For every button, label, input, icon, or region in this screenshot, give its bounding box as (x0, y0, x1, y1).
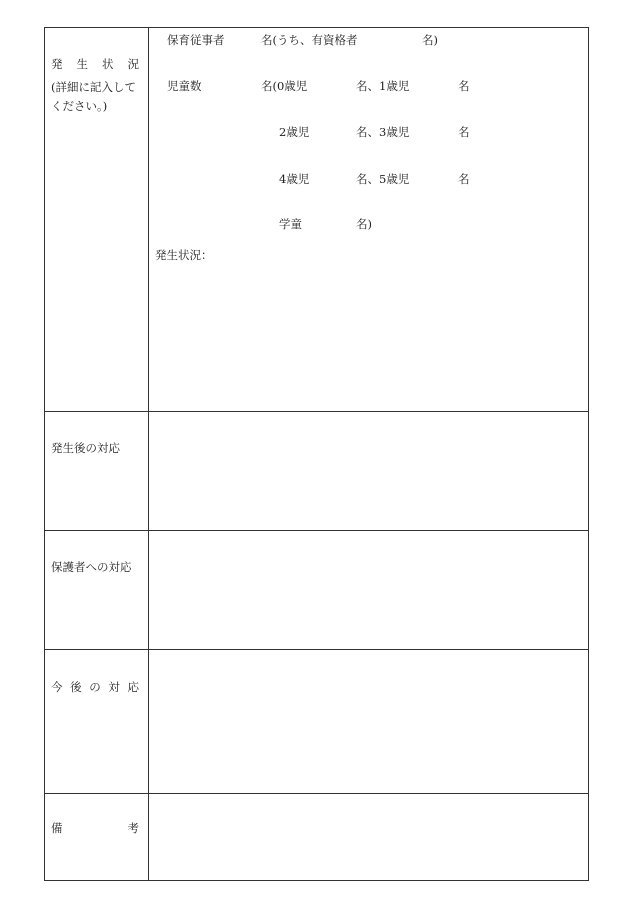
age3-unit: 名 (458, 125, 470, 139)
age5-unit: 名 (458, 172, 470, 186)
occurrence-note-line-1: (詳細に記入して (51, 80, 136, 94)
occurrence-label-char: 生 (76, 57, 88, 71)
staff-label: 保育従事者 (167, 33, 225, 47)
future-response-label-char: 応 (127, 680, 139, 694)
age4-field: 4歳児 (279, 172, 310, 186)
age3-field: 名、3歳児 (356, 125, 410, 139)
guardian-response-label: 保護者への対応 (51, 560, 132, 574)
incident-report-table (44, 27, 589, 881)
age2-field: 2歳児 (279, 125, 310, 139)
future-response-label (51, 682, 139, 694)
occurrence-label-char: 発 (51, 57, 63, 71)
future-response-label-char: 今 (51, 680, 63, 694)
remarks-label-char: 考 (127, 821, 139, 835)
occurrence-label (51, 59, 139, 71)
age0-field: 名(0歳児 (261, 79, 308, 93)
future-response-content-cell[interactable] (149, 650, 588, 793)
occurrence-label-cell (45, 28, 149, 411)
occurrence-row (45, 28, 588, 412)
guardian-response-row (45, 531, 588, 650)
future-response-label-char: の (89, 680, 101, 694)
response-after-content-cell[interactable] (149, 412, 588, 530)
remarks-label (51, 823, 139, 835)
future-response-label-char: 対 (108, 680, 120, 694)
age5-field: 名、5歳児 (356, 172, 410, 186)
guardian-response-content-cell[interactable] (149, 531, 588, 649)
occurrence-label-char: 状 (102, 57, 114, 71)
children-label: 児童数 (167, 79, 202, 93)
school-close: 名) (356, 217, 372, 231)
staff-unit: 名(うち、有資格者 (261, 33, 358, 47)
age1-unit: 名 (458, 79, 470, 93)
remarks-content-cell[interactable] (149, 794, 588, 880)
situation-label: 発生状況： (155, 248, 213, 262)
response-after-label-cell (45, 412, 149, 530)
future-response-row (45, 650, 588, 794)
guardian-response-label-cell (45, 531, 149, 649)
remarks-label-cell (45, 794, 149, 880)
response-after-label: 発生後の対応 (51, 441, 120, 455)
staff-close: 名) (422, 33, 438, 47)
future-response-label-char: 後 (70, 680, 82, 694)
remarks-row (45, 794, 588, 880)
age1-field: 名、1歳児 (356, 79, 410, 93)
response-after-row (45, 412, 588, 531)
occurrence-label-char: 況 (127, 57, 139, 71)
school-field: 学童 (279, 217, 302, 231)
occurrence-note-line-2: ください。) (51, 99, 108, 113)
future-response-label-cell (45, 650, 149, 793)
occurrence-content-cell[interactable] (149, 28, 588, 411)
remarks-label-char: 備 (51, 821, 63, 835)
